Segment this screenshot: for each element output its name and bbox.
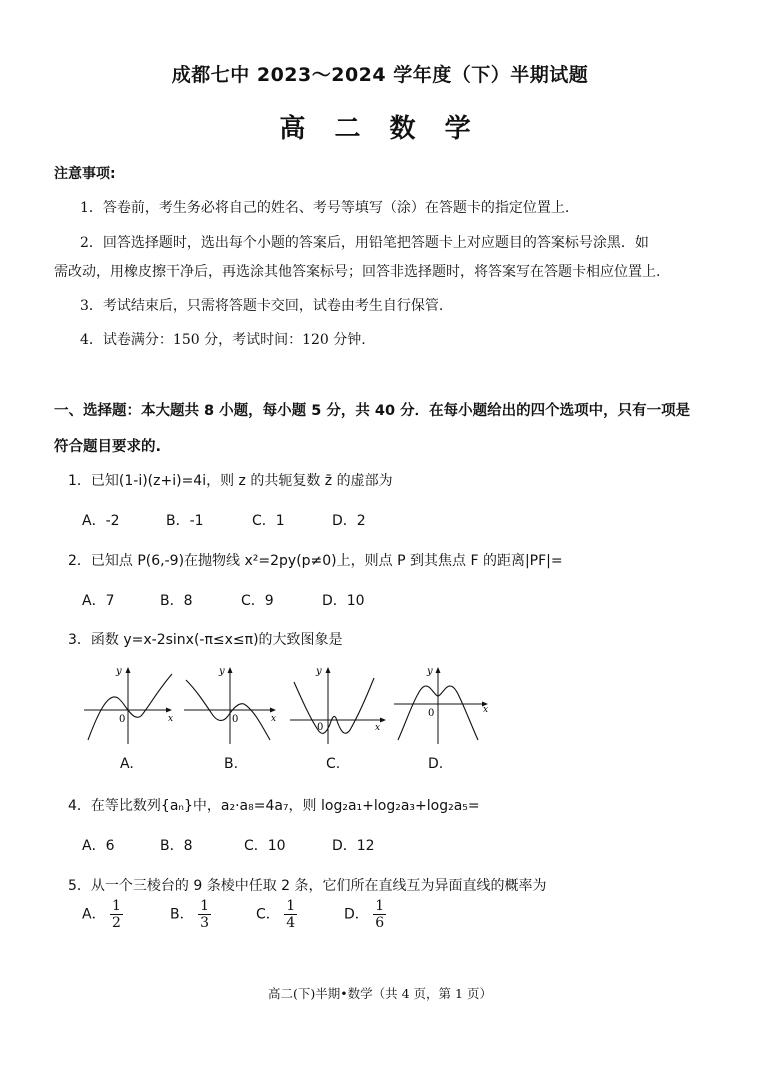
graph-a bbox=[84, 666, 173, 744]
q1-option-b: B．-1 bbox=[166, 513, 204, 529]
denominator: 2 bbox=[112, 915, 121, 931]
q3-option-b: B. bbox=[224, 756, 239, 772]
graph-b bbox=[184, 666, 276, 744]
denominator: 6 bbox=[375, 915, 385, 931]
q4-option-d: D．12 bbox=[332, 838, 375, 854]
svg-text:x: x bbox=[271, 714, 277, 724]
page-footer: 高二(下)半期•数学（共 4 页，第 1 页） bbox=[268, 986, 492, 1001]
svg-text:y: y bbox=[427, 666, 433, 677]
question-2-stem: 2．已知点 P(6,-9)在抛物线 x²=2py(p≠0)上，则点 P 到其焦点 F 的距离|PF|= bbox=[68, 553, 563, 569]
q4-option-a: A．6 bbox=[82, 838, 115, 854]
svg-text:0: 0 bbox=[428, 708, 435, 719]
q4-option-c: C．10 bbox=[244, 838, 286, 854]
q2-option-d: D．10 bbox=[322, 593, 365, 609]
q5-option-b-label: B． bbox=[170, 906, 194, 923]
svg-text:x: x bbox=[375, 723, 381, 733]
notice-item-2: 2．回答选择题时，选出每个小题的答案后，用铅笔把答题卡上对应题目的答案标号涂黑．如 bbox=[80, 235, 649, 251]
notice-item-3: 3．考试结束后，只需将答题卡交回，试卷由考生自行保管. bbox=[80, 298, 444, 314]
notice-item-4: 4．试卷满分：150 分，考试时间：120 分钟. bbox=[80, 332, 366, 348]
q5-option-b bbox=[170, 898, 211, 931]
q2-option-b: B．8 bbox=[160, 593, 193, 609]
notice-item-2-cont: 需改动，用橡皮擦干净后，再选涂其他答案标号；回答非选择题时，将答案写在答题卡相应位置上. bbox=[54, 264, 661, 280]
svg-text:x: x bbox=[483, 705, 489, 715]
question-4-stem: 4．在等比数列{aₙ}中，a₂·a₈=4a₇，则 log₂a₁+log₂a₃+log₂a₅= bbox=[68, 798, 480, 814]
numerator: 1 bbox=[286, 898, 296, 914]
q2-option-c: C．9 bbox=[241, 593, 274, 609]
q2-option-a: A．7 bbox=[82, 593, 115, 609]
denominator: 3 bbox=[200, 915, 209, 931]
numerator: 1 bbox=[200, 898, 209, 914]
notice-item-1: 1．答卷前，考生务必将自己的姓名、考号等填写（涂）在答题卡的指定位置上. bbox=[80, 200, 570, 216]
notice-heading: 注意事项: bbox=[54, 166, 116, 182]
q5-option-a-fraction bbox=[110, 898, 123, 931]
svg-text:0: 0 bbox=[317, 722, 324, 733]
q5-option-c-fraction bbox=[284, 898, 297, 931]
section-heading-cont: 符合题目要求的. bbox=[54, 439, 162, 455]
q1-option-a: A．-2 bbox=[82, 513, 120, 529]
question-3-stem: 3．函数 y=x-2sinx(-π≤x≤π)的大致图象是 bbox=[68, 632, 343, 648]
q5-option-d bbox=[344, 898, 386, 931]
q5-option-a bbox=[82, 898, 123, 931]
q5-option-c bbox=[256, 898, 297, 931]
svg-text:y: y bbox=[116, 666, 122, 677]
exam-title: 成都七中 2023～2024 学年度（下）半期试题 bbox=[171, 64, 589, 86]
q5-option-d-label: D． bbox=[344, 906, 369, 923]
q5-option-c-label: C． bbox=[256, 906, 280, 923]
q4-option-b: B．8 bbox=[160, 838, 193, 854]
q5-option-d-fraction bbox=[373, 898, 386, 931]
svg-text:y: y bbox=[219, 666, 225, 677]
numerator: 1 bbox=[112, 898, 121, 914]
q1-option-d: D．2 bbox=[332, 513, 366, 529]
subject-title: 高 二 数 学 bbox=[279, 114, 481, 144]
q3-option-c: C. bbox=[326, 756, 341, 772]
denominator: 4 bbox=[286, 915, 296, 931]
numerator: 1 bbox=[375, 898, 385, 914]
question-5-stem: 5．从一个三棱台的 9 条棱中任取 2 条，它们所在直线互为异面直线的概率为 bbox=[68, 878, 547, 894]
svg-text:0: 0 bbox=[232, 714, 239, 725]
q3-option-d: D. bbox=[428, 756, 444, 772]
q5-option-a-label: A． bbox=[82, 906, 106, 923]
svg-text:0: 0 bbox=[119, 714, 126, 725]
section-heading: 一、选择题：本大题共 8 小题，每小题 5 分，共 40 分．在每小题给出的四个选项中，只有一项是 bbox=[54, 403, 691, 419]
q3-graphs bbox=[76, 658, 496, 754]
q1-option-c: C．1 bbox=[252, 513, 285, 529]
q3-option-a: A. bbox=[120, 756, 134, 772]
question-1-stem: 1．已知(1-i)(z+i)=4i，则 z 的共轭复数 z̄ 的虚部为 bbox=[68, 473, 393, 489]
svg-text:x: x bbox=[168, 714, 174, 724]
graph-d bbox=[394, 666, 488, 744]
graph-c bbox=[290, 666, 386, 744]
svg-text:y: y bbox=[316, 666, 322, 677]
q5-option-b-fraction bbox=[198, 898, 211, 931]
